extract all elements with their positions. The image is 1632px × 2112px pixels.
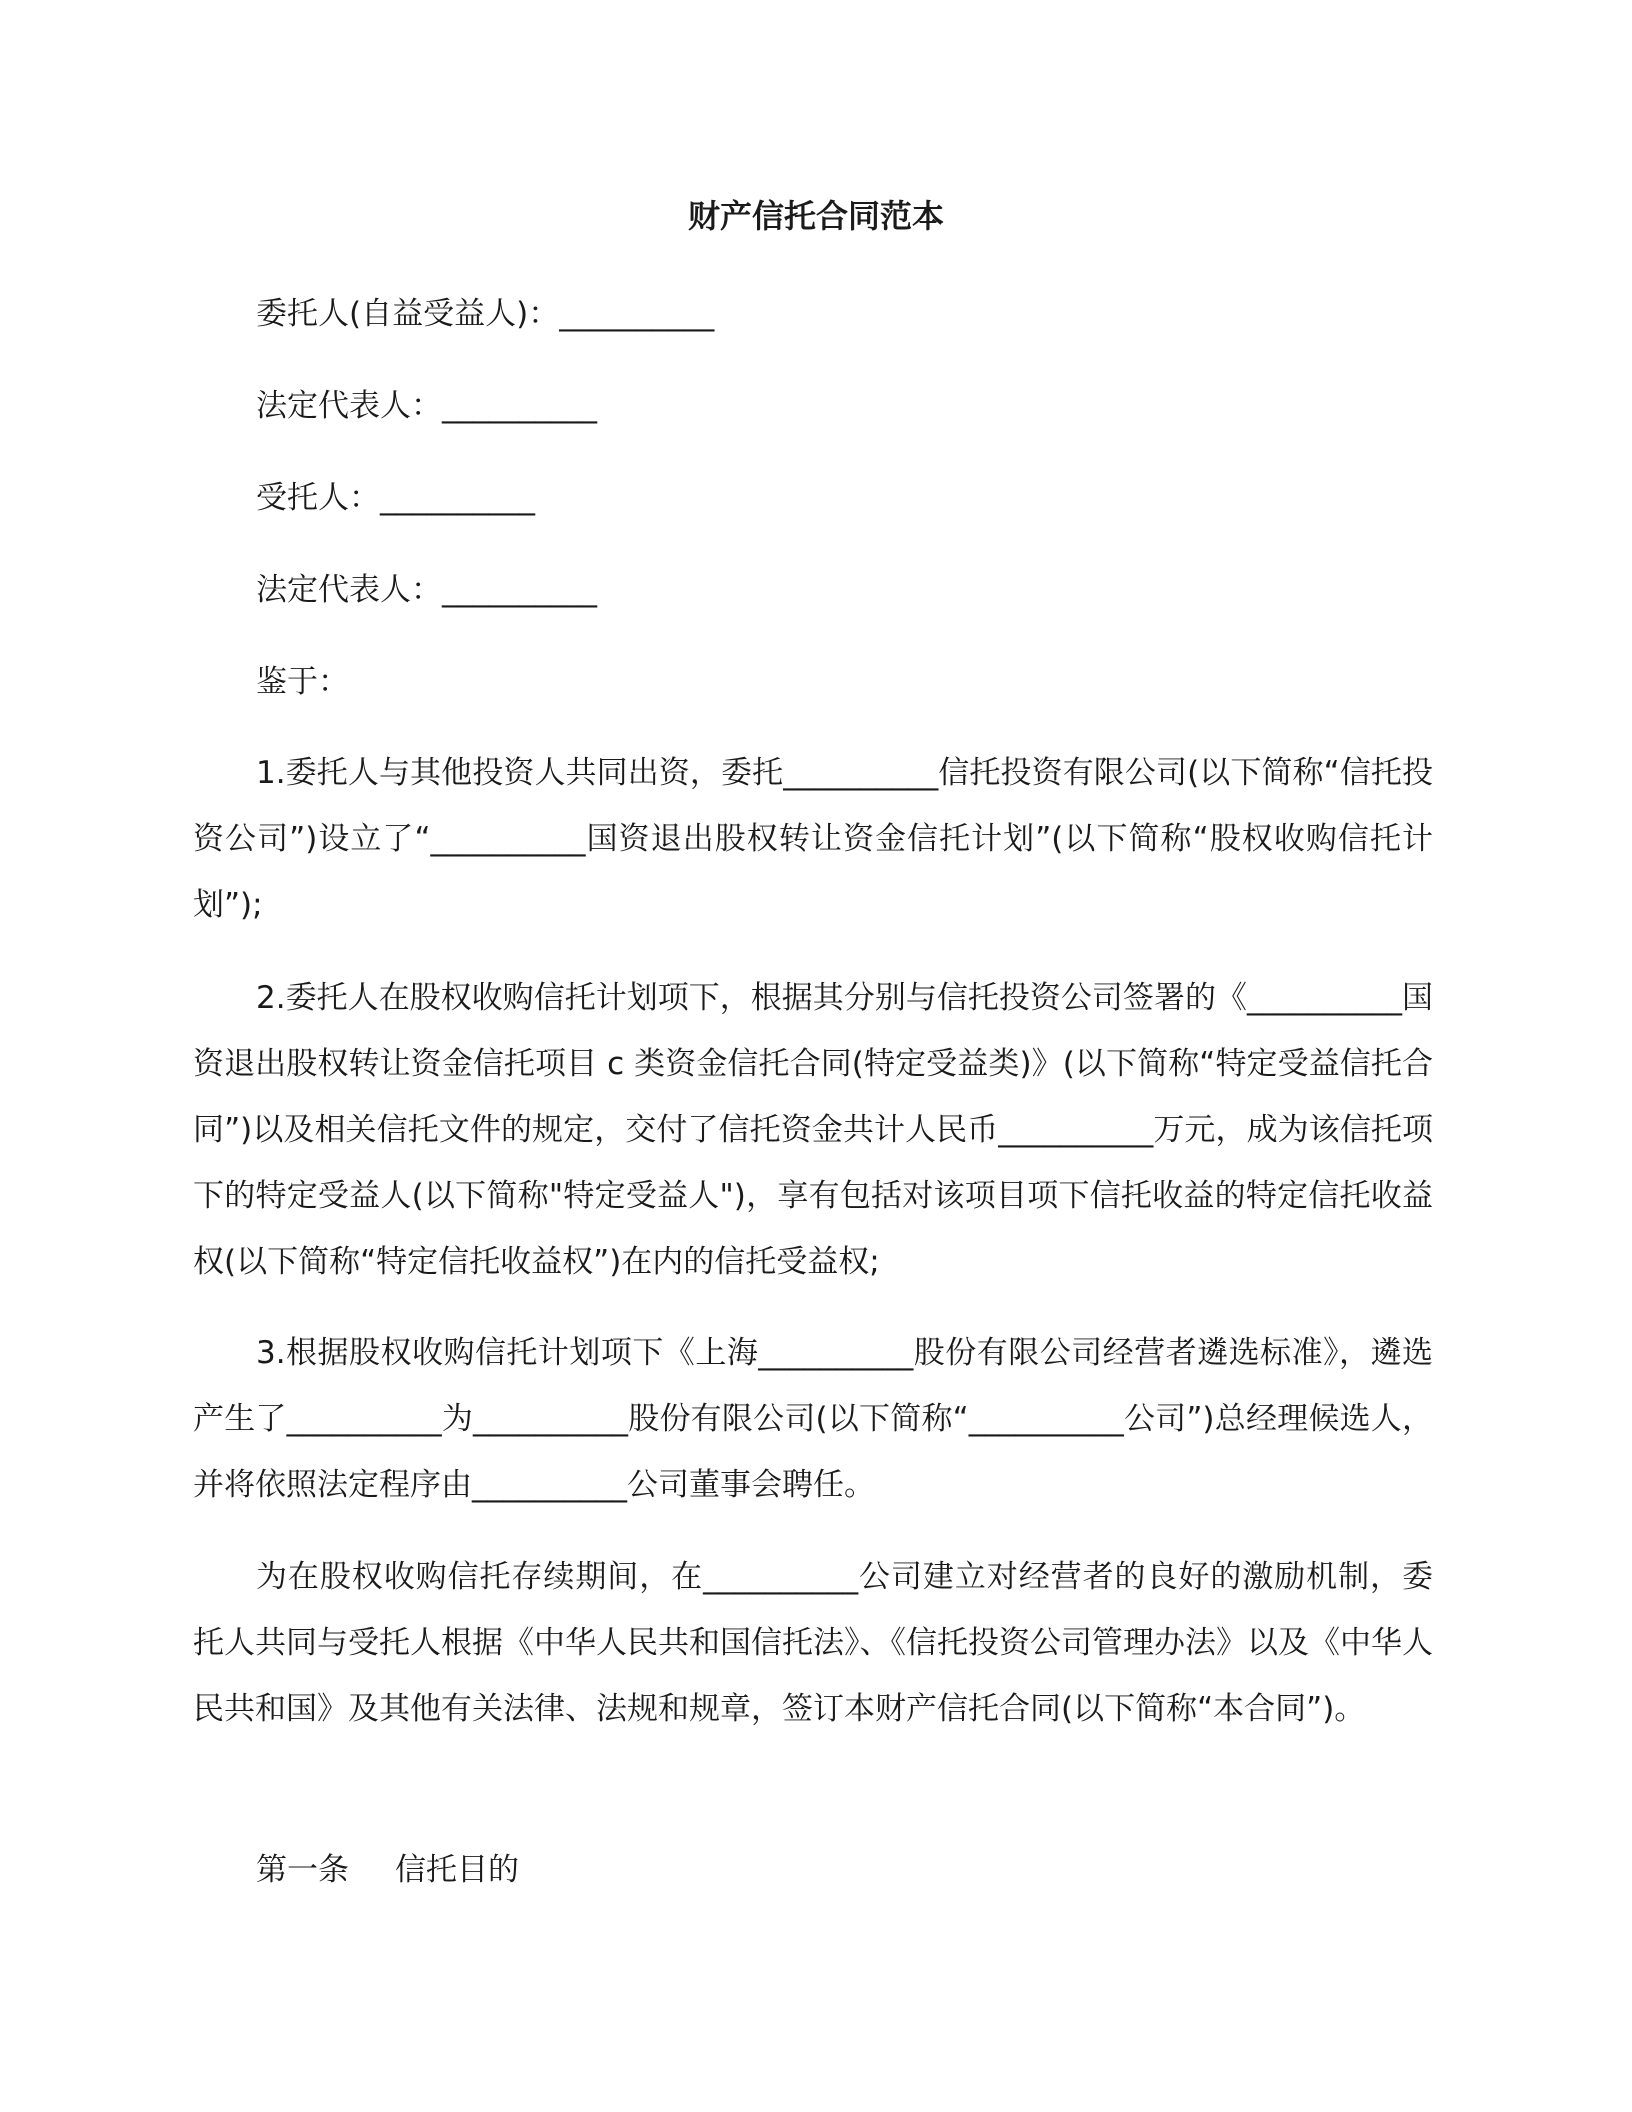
- recital-paragraph-2: 2.委托人在股权收购信托计划项下，根据其分别与信托投资公司签署的《__________国资退出股权转让资金信托项目 c 类资金信托合同(特定受益类)》(以下简称“特定受益信托合同”)以及相关信托文件的规定，交付了信托资金共计人民币__________万元，成为该信托项下的特定受益人(以下简称"特定受益人")，享有包括对该项目项下信托收益的特定信托收益权(以下简称“特定信托收益权”)在内的信托受益权;: [193, 980, 1433, 1280]
- article-number: 第一条: [256, 1852, 349, 1888]
- document-title: 财产信托合同范本: [687, 197, 944, 235]
- principal-legal-rep-line: 法定代表人：__________: [256, 388, 597, 424]
- whereas-heading: 鉴于：: [256, 664, 349, 700]
- trustee-line: 受托人：__________: [256, 480, 535, 516]
- recital-paragraph-1: 1.委托人与其他投资人共同出资，委托__________信托投资有限公司(以下简称“信托投资公司”)设立了“__________国资退出股权转让资金信托计划”(以下简称“股权收购信托计划”);: [193, 755, 1433, 923]
- trustee-legal-rep-line: 法定代表人：__________: [256, 572, 597, 608]
- recital-paragraph-3: 3.根据股权收购信托计划项下《上海__________股份有限公司经营者遴选标准》，遴选产生了__________为__________股份有限公司(以下简称“__________公司”)总经理候选人，并将依照法定程序由__________公司董事会聘任。: [193, 1335, 1433, 1503]
- article-heading: [256, 1846, 519, 1894]
- article-title: 信托目的: [395, 1852, 519, 1888]
- purpose-paragraph: 为在股权收购信托存续期间，在__________公司建立对经营者的良好的激励机制，委托人共同与受托人根据《中华人民共和国信托法》、《信托投资公司管理办法》以及《中华人民共和国》及其他有关法律、法规和规章，签订本财产信托合同(以下简称“本合同”)。: [193, 1559, 1433, 1727]
- principal-line: 委托人(自益受益人)：__________: [256, 296, 715, 332]
